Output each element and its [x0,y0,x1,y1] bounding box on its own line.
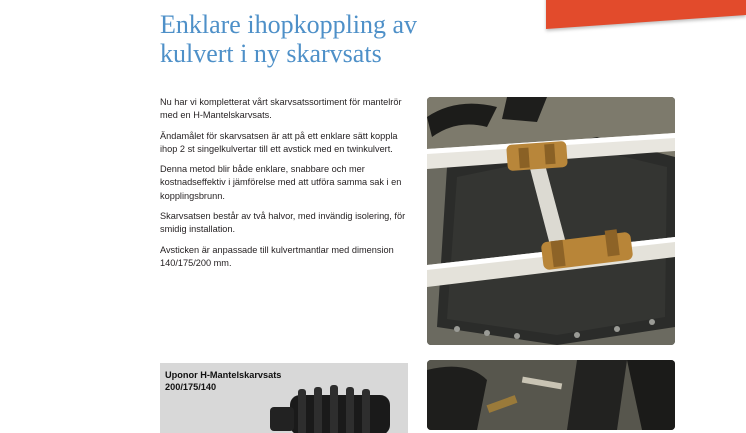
brand-badge [546,0,746,29]
page-headline: Enklare ihopkoppling av kulvert i ny skarvsats [160,10,418,68]
field-photo [427,360,675,430]
paragraph-intro: Nu har vi kompletterat vårt skarvsatssortiment för mantelrör med en H-Mantelskarvsats. [160,97,402,121]
article-body [160,96,412,277]
installation-photo [427,97,675,345]
paragraph-purpose: Ändamålet för skarvsatsen är att på ett enklare sätt koppla ihop 2 st singelkulvertar till ett avstick med en twinkulvert. [160,130,398,154]
paragraph-construction: Skarvsatsen består av två halvor, med invändig isolering, för smidig installation. [160,210,406,235]
paragraph-dimensions: Avsticken är anpassade till kulvertmantlar med dimension 140/175/200 mm. [160,244,394,268]
product-title: Uponor H-Mantelskarvsats 200/175/140 [165,370,282,392]
product-image [270,377,408,433]
paragraph-method: Denna metod blir både enklare, snabbare och mer kostnadseffektiv i jämförelse med att utföra samma sak i en kopplingsbrunn. [160,164,402,201]
product-info-box [160,363,408,433]
